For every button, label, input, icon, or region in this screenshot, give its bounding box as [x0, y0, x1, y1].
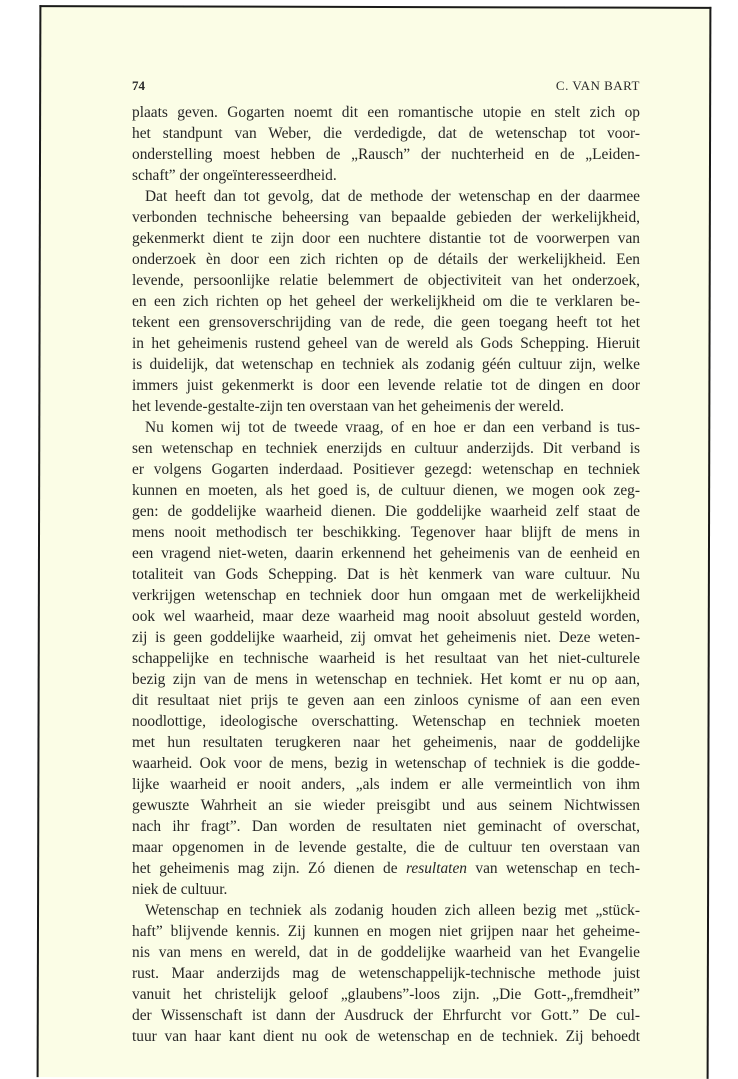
text-line: waarheid. Ook voor de mens, bezig in wetenschap of techniek is die godde-	[132, 755, 640, 772]
text-line: ook wel waarheid, maar deze waarheid mag nooit absoluut gesteld worden,	[132, 608, 640, 625]
running-head: C. VAN BART	[555, 78, 640, 93]
paragraph	[132, 900, 640, 1047]
text-line: het standpunt van Weber, die verdedigde, dat de wetenschap tot voor-	[132, 125, 640, 142]
text-segment: van wetenschap en tech-	[466, 860, 640, 877]
body-text	[132, 102, 640, 1047]
text-line: Wetenschap en techniek als zodanig houden zich alleen bezig met „stück-	[145, 902, 640, 919]
text-line: in het geheimenis rustend geheel van de wereld als Gods Schepping. Hieruit	[132, 335, 640, 352]
page-number: 74	[132, 78, 145, 93]
text-line: zij is geen goddelijke waarheid, zij omvat het geheimenis niet. Deze weten-	[132, 629, 640, 646]
text-line: rust. Maar anderzijds mag de wetenschappelijk-technische methode juist	[132, 965, 640, 982]
text-line: noodlottige, ideologische overschatting. Wetenschap en techniek moeten	[132, 713, 640, 730]
text-segment: het geheimenis mag zijn. Zó dienen de	[132, 860, 406, 877]
text-line: gen: de goddelijke waarheid dienen. Die goddelijke waarheid zelf staat de	[132, 503, 640, 520]
text-line: schappelijke en technische waarheid is het resultaat van het niet-culturele	[132, 650, 640, 667]
text-line: onderstelling moest hebben de „Rausch” der nuchterheid en de „Leiden-	[132, 146, 640, 163]
text-line: bezig zijn van de mens in wetenschap en techniek. Het komt er nu op aan,	[132, 671, 640, 688]
text-line: haft” blijvende kennis. Zij kunnen en mogen niet grijpen naar het geheime-	[132, 923, 640, 940]
text-line: het levende-gestalte-zijn ten overstaan van het geheimenis der wereld.	[132, 398, 565, 415]
text-line: totaliteit van Gods Schepping. Dat is hèt kenmerk van ware cultuur. Nu	[132, 566, 640, 583]
text-line: verkrijgen wetenschap en techniek door hun omgaan met de werkelijkheid	[132, 587, 640, 604]
text-line: tekent een grensoverschrijding van de rede, die geen toegang heeft tot het	[132, 314, 640, 331]
text-line: immers juist gekenmerkt is door een levende relatie tot de dingen en door	[132, 377, 640, 394]
paragraph	[132, 102, 640, 186]
text-line: levende, persoonlijke relatie belemmert de objectiviteit van het onderzoek,	[132, 272, 640, 289]
text-line: gewuszte Wahrheit an sie wieder preisgibt und aus seinem Nichtwissen	[132, 797, 640, 814]
text-line: tuur van haar kant dient nu ook de wetenschap en de techniek. Zij behoedt	[132, 1028, 640, 1045]
text-line: vanuit het christelijk geloof „glaubens”-loos zijn. „Die Gott-„fremdheit”	[132, 986, 640, 1003]
text-line: maar opgenomen in de levende gestalte, die de cultuur ten overstaan van	[132, 839, 640, 856]
text-line: nach ihr fragt”. Dan worden de resultaten niet geminacht of overschat,	[132, 818, 640, 835]
text-line: schaft” der ongeïnteresseerdheid.	[132, 167, 337, 184]
text-line: en een zich richten op het geheel der werkelijkheid om die te verklaren be-	[132, 293, 640, 310]
text-line: Dat heeft dan tot gevolg, dat de methode der wetenschap en der daarmee	[145, 188, 640, 205]
text-line: dit resultaat niet prijs te geven aan een zinloos cynisme of aan een even	[132, 692, 640, 709]
text-line: een vragend niet-weten, daarin erkennend het geheimenis van de eenheid en	[132, 545, 640, 562]
text-line: nis van mens en wereld, dat in de goddelijke waarheid van het Evangelie	[132, 944, 640, 961]
text-line: lijke waarheid er nooit anders, „als indem er alle vermeintlich von ihm	[132, 776, 640, 793]
text-line: is duidelijk, dat wetenschap en techniek als zodanig géén cultuur zijn, welke	[132, 356, 640, 373]
page-header	[132, 78, 640, 96]
text-line: mens nooit methodisch ter beschikking. Tegenover haar blijft de mens in	[132, 524, 640, 541]
text-line: met hun resultaten terugkeren naar het geheimenis, naar de goddelijke	[132, 734, 640, 751]
text-line: Nu komen wij tot de tweede vraag, of en hoe er dan een verband is tus-	[145, 419, 640, 436]
text-line: verbonden technische beheersing van bepaalde gebieden der werkelijkheid,	[132, 209, 640, 226]
paragraph	[132, 186, 640, 417]
italic-emphasis: resultaten	[405, 860, 467, 877]
text-line: niek de cultuur.	[132, 881, 228, 898]
text-line: der Wissenschaft ist dann der Ausdruck der Ehrfurcht vor Gott.” De cul-	[132, 1007, 640, 1024]
text-line: plaats geven. Gogarten noemt dit een romantische utopie en stelt zich op	[132, 104, 640, 121]
paragraph	[132, 417, 640, 900]
text-line: kunnen en moeten, als het goed is, de cultuur dienen, we mogen ook zeg-	[132, 482, 640, 499]
text-line: onderzoek èn door een zich richten op de détails der werkelijkheid. Een	[132, 251, 640, 268]
text-line	[132, 858, 640, 879]
text-line: sen wetenschap en techniek enerzijds en cultuur anderzijds. Dit verband is	[132, 440, 640, 457]
text-line: er volgens Gogarten inderdaad. Positiever gezegd: wetenschap en techniek	[132, 461, 640, 478]
text-line: gekenmerkt dient te zijn door een nuchtere distantie tot de voorwerpen van	[132, 230, 640, 247]
